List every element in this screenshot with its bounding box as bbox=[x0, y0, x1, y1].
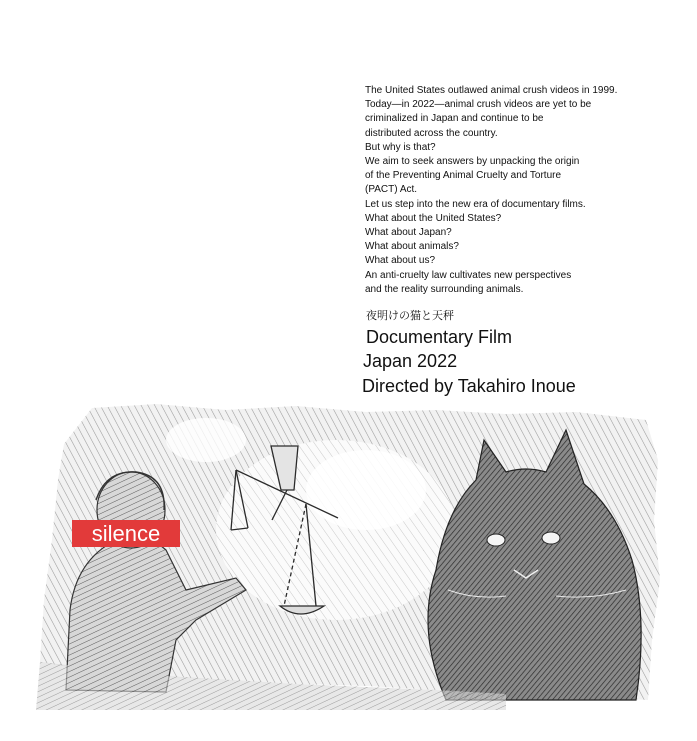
synopsis-line: But why is that? bbox=[365, 141, 436, 153]
synopsis-text bbox=[365, 84, 685, 297]
synopsis-line: of the Preventing Animal Cruelty and Torture bbox=[365, 170, 562, 182]
synopsis-line: (PACT) Act. bbox=[365, 184, 418, 196]
poster-artwork bbox=[36, 400, 666, 710]
silence-badge: silence bbox=[72, 520, 180, 547]
synopsis-line: What about Japan? bbox=[365, 227, 452, 239]
synopsis-line: and the reality surrounding animals. bbox=[365, 283, 524, 295]
synopsis-line: Let us step into the new era of documentary films. bbox=[365, 198, 586, 210]
synopsis-line: What about animals? bbox=[365, 241, 459, 253]
cloud-highlight-left bbox=[166, 418, 246, 462]
country-year: Japan 2022 bbox=[363, 351, 458, 371]
synopsis-line: distributed across the country. bbox=[365, 127, 498, 139]
synopsis-line: What about us? bbox=[365, 255, 436, 267]
synopsis-line: An anti-cruelty law cultivates new perspectives bbox=[365, 269, 572, 281]
japanese-title: 夜明けの猫と天秤 bbox=[366, 310, 454, 322]
cloud-highlight bbox=[306, 450, 426, 530]
synopsis-line: What about the United States? bbox=[365, 212, 502, 224]
synopsis-line: Today—in 2022—animal crush videos are yet to be bbox=[365, 99, 592, 111]
film-type: Documentary Film bbox=[366, 327, 513, 347]
synopsis-line: We aim to seek answers by unpacking the origin bbox=[365, 156, 580, 168]
synopsis-line: The United States outlawed animal crush videos in 1999. bbox=[365, 85, 618, 96]
synopsis-line: criminalized in Japan and continue to be bbox=[365, 113, 544, 125]
director-credit: Directed by Takahiro Inoue bbox=[362, 376, 576, 396]
